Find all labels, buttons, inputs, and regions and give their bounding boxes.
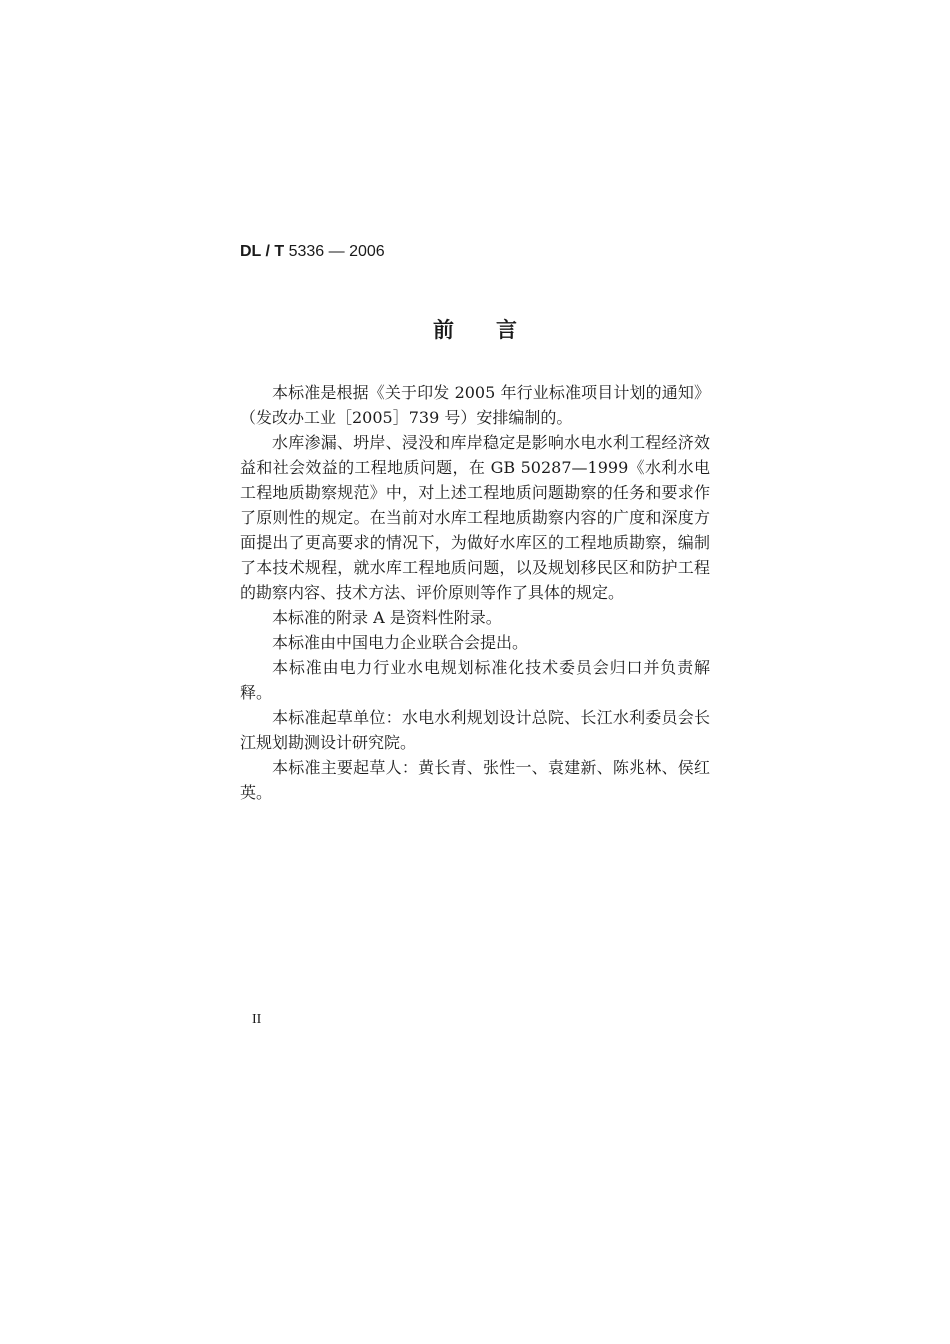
page-number: II (252, 1012, 262, 1027)
paragraph-appendix: 本标准的附录 A 是资料性附录。 (272, 608, 502, 627)
standard-number: 5336 — 2006 (288, 243, 385, 260)
page-title: 前言 (433, 318, 559, 342)
paragraph-interpreter: 本标准由电力行业水电规划标准化技术委员会归口并负责解释。 (240, 658, 710, 702)
paragraph-proposer: 本标准由中国电力企业联合会提出。 (272, 633, 529, 652)
paragraph-background: 水库渗漏、坍岸、浸没和库岸稳定是影响水电水利工程经济效益和社会效益的工程地质问题，在 GB 50287—1999《水利水电工程地质勘察规范》中，对上述工程地质问题勘察的任务和要求作了原则性的规定。在当前对水库工程地质勘察内容的广度和深度方面提出了更高要求的情况下，为做好水库区的工程地质勘察，编制了本技术规程，就水库工程地质问题，以及规划移民区和防护工程的勘察内容、技术方法、评价原则等作了具体的规定。 (240, 433, 710, 602)
foreword-body (240, 380, 710, 805)
paragraph-basis: 本标准是根据《关于印发 2005 年行业标准项目计划的通知》（发改办工业［2005］739 号）安排编制的。 (240, 383, 710, 427)
standard-code-header (240, 242, 385, 262)
standard-prefix: DL / T (240, 243, 285, 260)
paragraph-drafters: 本标准主要起草人：黄长青、张性一、袁建新、陈兆林、侯红英。 (240, 758, 710, 802)
paragraph-drafting-units: 本标准起草单位：水电水利规划设计总院、长江水利委员会长江规划勘测设计研究院。 (240, 708, 710, 752)
